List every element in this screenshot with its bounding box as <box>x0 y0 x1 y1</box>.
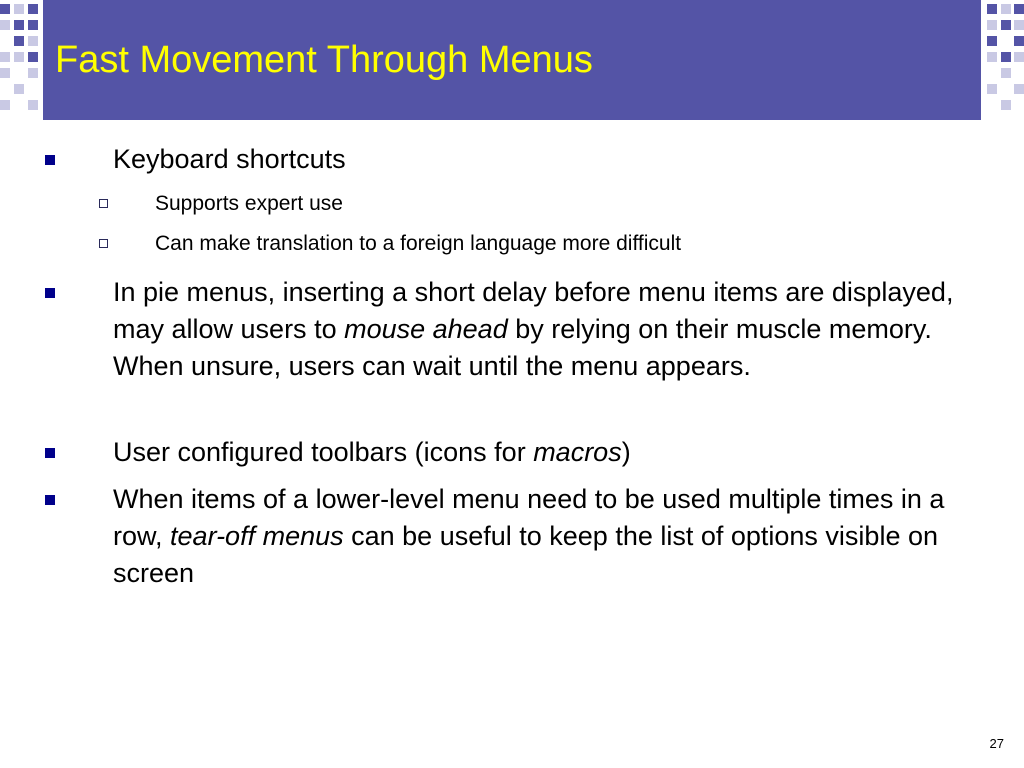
bullet-text: Keyboard shortcuts <box>113 144 346 174</box>
deco-square <box>987 4 997 14</box>
deco-square <box>1014 36 1024 46</box>
bullet-marker <box>45 155 55 165</box>
slide-title: Fast Movement Through Menus <box>55 39 593 81</box>
deco-square <box>28 68 38 78</box>
deco-square <box>1001 20 1011 30</box>
bullet-text <box>113 434 973 471</box>
deco-square <box>1001 68 1011 78</box>
bullet-text-part: In pie menus, inserting a short delay before menu items are displayed, may allow users to <box>113 277 954 344</box>
bullet-marker <box>45 495 55 505</box>
deco-square <box>987 36 997 46</box>
deco-square <box>0 100 10 110</box>
subbullet-marker <box>99 199 108 208</box>
bullet-text <box>113 481 973 592</box>
bullet-text-part: User configured toolbars (icons for <box>113 437 534 467</box>
deco-square <box>987 52 997 62</box>
subbullet-marker <box>99 239 108 248</box>
deco-square <box>14 20 24 30</box>
deco-square <box>1014 84 1024 94</box>
deco-square <box>14 84 24 94</box>
bullet-emphasis: macros <box>533 437 622 467</box>
bullet-text-part: can be useful to keep the list of options visible on screen <box>113 521 938 588</box>
deco-square <box>28 100 38 110</box>
bullet-emphasis: mouse ahead <box>344 314 508 344</box>
deco-square <box>0 68 10 78</box>
subbullet-text: Can make translation to a foreign language more difficult <box>155 232 682 255</box>
deco-square <box>987 84 997 94</box>
page-number: 27 <box>989 736 1004 751</box>
deco-square <box>1014 20 1024 30</box>
bullet-marker <box>45 448 55 458</box>
bullet-marker <box>45 288 55 298</box>
deco-square <box>1014 52 1024 62</box>
deco-square <box>1001 52 1011 62</box>
deco-square <box>14 36 24 46</box>
deco-square <box>28 36 38 46</box>
deco-square <box>1014 4 1024 14</box>
deco-square <box>28 52 38 62</box>
bullet-text <box>113 274 973 385</box>
deco-square <box>987 20 997 30</box>
bullet-text-part: by relying on their muscle memory. When unsure, users can wait until the menu appears. <box>113 314 932 381</box>
deco-square <box>14 52 24 62</box>
deco-square <box>1001 4 1011 14</box>
deco-square <box>0 52 10 62</box>
deco-square <box>1001 100 1011 110</box>
bullet-text-part: ) <box>621 437 631 467</box>
bullet-emphasis: tear-off menus <box>170 521 344 551</box>
deco-square <box>28 4 38 14</box>
deco-square <box>0 20 10 30</box>
title-bar <box>43 0 981 120</box>
subbullet-text: Supports expert use <box>155 192 343 215</box>
deco-square <box>28 20 38 30</box>
deco-square <box>14 4 24 14</box>
bullet-text-part: When items of a lower-level menu need to be used multiple times in a row, <box>113 484 945 551</box>
deco-square <box>0 4 10 14</box>
